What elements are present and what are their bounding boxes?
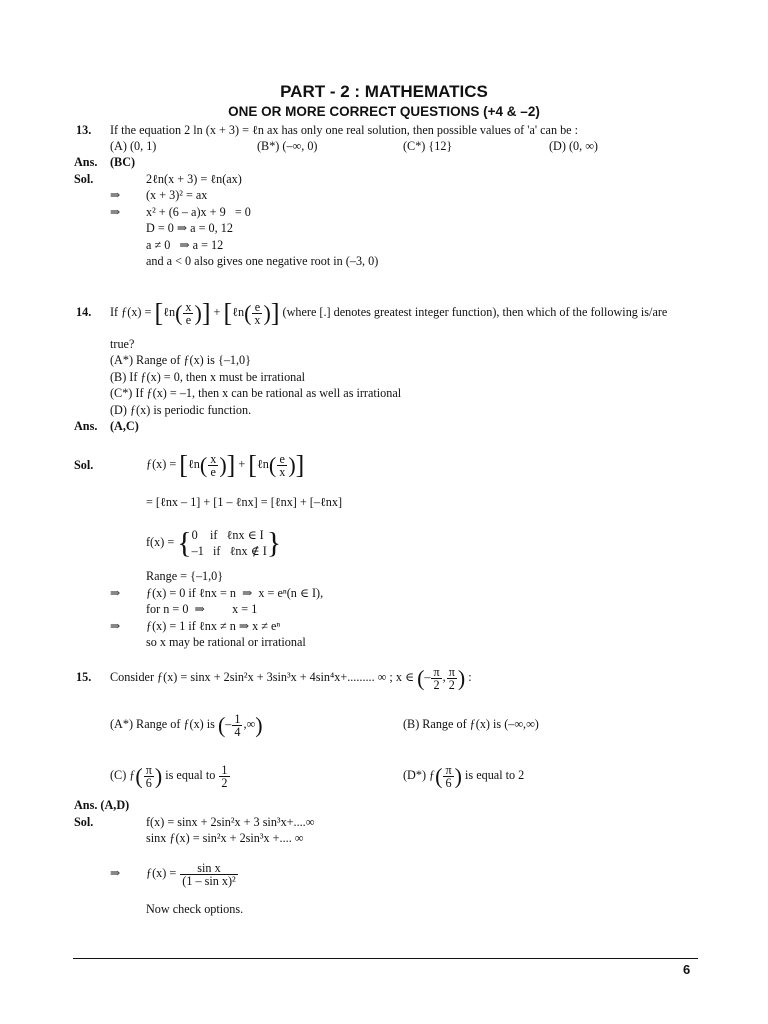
q13-option-d: (D) (0, ∞): [549, 139, 598, 153]
numerator: π: [445, 762, 452, 777]
right-paren: ): [194, 300, 202, 326]
option-c-mid: is equal to: [165, 768, 216, 782]
q13-answer-label: Ans.: [74, 155, 98, 169]
q14-answer: (A,C): [110, 419, 139, 433]
right-paren: ): [457, 665, 466, 691]
plus-sign: +: [238, 457, 246, 471]
denominator: 6: [445, 775, 452, 790]
numerator: x: [185, 299, 192, 314]
right-bracket: ]: [201, 298, 211, 328]
q13-number: 13.: [76, 123, 92, 137]
case-list: [192, 527, 267, 559]
infinity: ∞: [246, 717, 256, 731]
q14-option-b: (B) If ƒ(x) = 0, then x must be irrational: [110, 370, 306, 384]
q14-cases: [146, 526, 281, 559]
page-title: PART - 2 : MATHEMATICS: [280, 82, 488, 101]
left-paren: (: [244, 300, 252, 326]
colon: :: [468, 670, 472, 684]
one-over-2: [219, 764, 229, 789]
numerator: e: [277, 453, 287, 466]
ln-text: ℓn: [187, 457, 200, 471]
sol-fraction: [180, 862, 237, 887]
denominator: 6: [145, 775, 152, 790]
q15-option-c: [110, 756, 231, 794]
q14-sol-line: so x may be rational or irrational: [146, 635, 306, 649]
denominator: 2: [433, 677, 440, 692]
q13-text: If the equation 2 ln (x + 3) = ℓn ax has only one real solution, then possible values of 'a' can be :: [110, 123, 579, 137]
case-lhs: f(x) =: [146, 535, 175, 549]
q13-option-b: (B*) (–∞, 0): [257, 139, 318, 153]
denominator: 2: [448, 677, 455, 692]
q14-sol-line: = [ℓnx – 1] + [1 – ℓnx] = [ℓnx] + [–ℓnx]: [146, 495, 343, 509]
q15-text: Consider ƒ(x) = sinx + 2sin²x + 3sin³x + 4sin⁴x+......... ∞ ; x ∈: [110, 670, 415, 684]
q13-sol-line: D = 0 ⇒ a = 0, 12: [146, 221, 233, 235]
case-2: –1 if ℓnx ∉ I: [191, 544, 267, 559]
q13-sol-line: 2ℓn(x + 3) = ℓn(ax): [146, 172, 242, 186]
e-over-x: [252, 301, 262, 326]
q14-number: 14.: [76, 305, 92, 319]
case-1: 0 if ℓnx ∈ I: [191, 528, 264, 543]
q14-sol-line: Range = {–1,0}: [146, 569, 224, 583]
q13-sol-line: a ≠ 0 ⇒ a = 12: [146, 238, 224, 252]
left-paren: (: [268, 452, 277, 478]
q14-answer-label: Ans.: [74, 419, 98, 433]
q14-sol-line: ƒ(x) = 0 if ℓnx = n ⇒ x = eⁿ(n ∈ I),: [146, 586, 324, 600]
left-bracket: [: [179, 450, 188, 480]
numerator: π: [448, 664, 455, 679]
q14-tail: (where [.] denotes greatest integer function), then which of the following is/are: [282, 305, 668, 319]
x-over-e: [183, 301, 193, 326]
page-number: 6: [683, 962, 691, 977]
right-brace: }: [266, 526, 282, 560]
minus-sign: –: [424, 670, 431, 684]
left-paren: (: [417, 665, 425, 691]
left-bracket: [: [248, 450, 257, 480]
numerator: sin x: [180, 862, 237, 875]
denominator: (1 – sin x)²: [182, 873, 236, 888]
pi-over-2: [431, 666, 441, 691]
plus-sign: +: [213, 305, 221, 319]
q14-option-c: (C*) If ƒ(x) = –1, then x can be rational as well as irrational: [110, 386, 402, 400]
q15-option-a: (A*) Range of ƒ(x) is (– $\frac{1}{4}$ ,∞): [110, 711, 263, 739]
right-paren: ): [454, 763, 462, 789]
denominator: 2: [221, 775, 228, 790]
q13-sol-line: x² + (6 – a)x + 9 = 0: [146, 205, 251, 219]
left-paren: (: [435, 763, 443, 789]
denominator: x: [254, 312, 261, 327]
numerator: 1: [221, 762, 228, 777]
q14-sol-formula: [146, 445, 304, 483]
q15-solution-label: Sol.: [74, 815, 94, 829]
q13-sol-line: and a < 0 also gives one negative root in (–3, 0): [146, 254, 379, 268]
q13-sol-line: (x + 3)² = ax: [146, 188, 208, 202]
q15-sol-formula: [146, 854, 239, 892]
numerator: π: [433, 664, 440, 679]
pi-over-2: [447, 666, 457, 691]
q15-sol-line: Now check options.: [146, 902, 244, 916]
right-bracket: ]: [270, 298, 280, 328]
numerator: x: [210, 451, 217, 466]
sol-fx: ƒ(x) =: [146, 457, 177, 471]
option-c-text: (C) ƒ: [110, 768, 136, 782]
q15-sol-line: sinx ƒ(x) = sin²x + 2sin³x +.... ∞: [146, 831, 304, 845]
sol-fx: ƒ(x) =: [146, 866, 177, 880]
one-over-4: [232, 713, 242, 738]
implies-arrow: ⇒: [110, 619, 121, 633]
pi-over-6: [443, 764, 453, 789]
right-paren: ): [288, 452, 296, 478]
q14-sol-line: ƒ(x) = 1 if ℓnx ≠ n ⇒ x ≠ eⁿ: [146, 619, 281, 633]
ln-text: ℓn: [163, 305, 176, 319]
q14-option-d: (D) ƒ(x) is periodic function.: [110, 403, 252, 417]
numerator: π: [145, 762, 152, 777]
left-paren: (: [175, 300, 183, 326]
implies-arrow: ⇒: [110, 586, 121, 600]
left-paren: (: [135, 763, 143, 789]
right-bracket: ]: [295, 450, 305, 480]
q15-option-b: (B) Range of ƒ(x) is (–∞,∞): [403, 717, 539, 731]
q14-if: If: [110, 305, 119, 319]
q15-option-d: [403, 756, 524, 794]
footer-rule: [73, 958, 698, 959]
right-paren: ): [154, 763, 163, 789]
left-bracket: [: [154, 298, 164, 328]
q13-answer: (BC): [110, 155, 136, 169]
option-d-text: (D*) ƒ: [403, 768, 436, 782]
denominator: x: [279, 464, 286, 479]
denominator: e: [210, 464, 216, 479]
denominator: e: [185, 312, 192, 327]
option-a-text: (A*) Range of ƒ(x) is: [110, 717, 215, 731]
q15-sol-line: f(x) = sinx + 2sin²x + 3 sin³x+....∞: [146, 815, 315, 829]
left-brace: {: [177, 526, 192, 560]
left-paren: (: [199, 452, 208, 478]
ln-text: ℓn: [232, 305, 245, 319]
q13-solution-label: Sol.: [74, 172, 94, 186]
numerator: e: [252, 301, 262, 314]
denominator: 4: [234, 724, 241, 739]
q14-formula: [110, 293, 667, 331]
e-over-x: [277, 453, 287, 478]
q14-sol-line: for n = 0 ⇒ x = 1: [146, 602, 258, 616]
q15-question: Consider ƒ(x) = sinx + 2sin²x + 3sin³x + 4sin⁴x+......... ∞ ; x ∈ (– $\frac{\pi}{2}$ , $\frac{\pi}{2}$ ) :: [110, 664, 472, 692]
q14-fx: ƒ(x) =: [121, 305, 152, 319]
right-paren: ): [263, 300, 271, 326]
q14-option-a: (A*) Range of ƒ(x) is {–1,0}: [110, 353, 251, 367]
left-bracket: [: [223, 298, 233, 328]
implies-arrow: ⇒: [110, 866, 121, 880]
implies-arrow: ⇒: [110, 205, 121, 219]
option-d-post: is equal to 2: [465, 768, 525, 782]
ln-text: ℓn: [256, 457, 269, 471]
right-paren: ): [255, 712, 263, 738]
q14-true: true?: [110, 337, 135, 351]
left-paren: (: [217, 712, 226, 738]
implies-arrow: ⇒: [110, 188, 121, 202]
section-subtitle: ONE OR MORE CORRECT QUESTIONS (+4 & –2): [228, 104, 540, 119]
pi-over-6: [144, 764, 154, 789]
q13-option-c: (C*) {12}: [403, 139, 453, 153]
q14-solution-label: Sol.: [74, 458, 94, 472]
minus-sign: –: [225, 717, 232, 731]
q13-option-a: (A) (0, 1): [110, 139, 157, 153]
numerator: 1: [234, 711, 241, 726]
q15-answer: Ans. (A,D): [74, 798, 130, 812]
right-paren: ): [219, 452, 227, 478]
x-over-e: [208, 453, 218, 478]
q15-number: 15.: [76, 670, 92, 684]
right-bracket: ]: [226, 450, 236, 480]
